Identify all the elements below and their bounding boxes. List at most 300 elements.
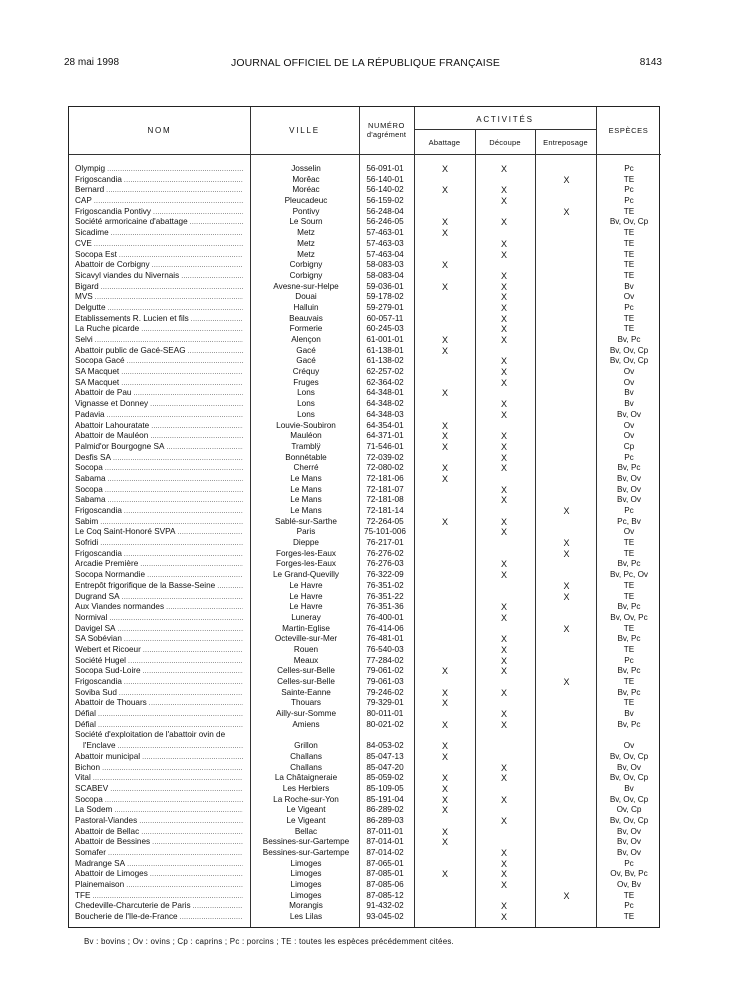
cell-ville: Limoges: [290, 869, 322, 879]
cell-entreposage: X: [563, 506, 570, 516]
cell-numero: 87-085-12: [366, 890, 404, 900]
cell-nom-text: Frigoscandia: [75, 548, 122, 558]
cell-ville: Gacé: [296, 356, 316, 366]
cell-especes: Bv: [624, 709, 634, 719]
cell-nom-text: Dugrand SA: [75, 591, 120, 601]
cell-decoupe: X: [500, 302, 507, 313]
cell-numero: 72-039-02: [366, 452, 404, 462]
cell-nom-text: Sabama: [75, 495, 106, 505]
cell-nom-text: Normival: [75, 612, 108, 622]
cell-numero: 62-257-02: [366, 367, 404, 377]
cell-decoupe: X: [500, 815, 507, 826]
cell-numero: 58-083-03: [366, 260, 404, 270]
cell-numero: 64-348-01: [366, 388, 404, 398]
cell-numero: 76-351-36: [366, 602, 404, 612]
table-row: [69, 688, 661, 699]
cell-ville: Le Grand-Quevilly: [273, 570, 339, 580]
cell-nom-text: Abattoir de Thouars: [75, 698, 147, 708]
cell-especes: Bv, Ov, Cp: [609, 794, 649, 804]
cell-especes: Bv, Ov: [617, 762, 641, 772]
cell-entreposage: X: [563, 677, 570, 687]
cell-nom-text: Chedeville-Charcuterie de Paris: [75, 901, 191, 911]
cell-especes: Pc: [624, 164, 634, 173]
cell-nom: Société d'exploitation de l'abattoir ovin de: [75, 730, 226, 740]
cell-decoupe: X: [500, 869, 507, 880]
cell-numero: 75-101-006: [364, 527, 406, 537]
table-row: [69, 175, 661, 186]
table-row: [69, 314, 661, 325]
cell-ville: Thouars: [290, 698, 322, 708]
cell-numero: 72-181-07: [366, 484, 404, 494]
cell-nom-text: Palmid'or Bourgogne SA: [75, 441, 165, 451]
table-row: [69, 517, 661, 528]
table-row: [69, 196, 661, 207]
cell-nom-text: CAP: [75, 196, 92, 206]
cell-especes: TE: [623, 698, 635, 708]
cell-ville: Louvie-Soubiron: [276, 420, 336, 430]
cell-decoupe: X: [500, 880, 507, 891]
cell-nom-text: Abattoir de Bessines: [75, 837, 151, 847]
cell-abattage: X: [441, 473, 448, 484]
cell-decoupe: X: [500, 848, 507, 859]
cell-numero: 56-140-01: [366, 174, 404, 184]
cell-decoupe: X: [500, 912, 507, 923]
cell-ville: Metz: [297, 249, 315, 259]
cell-numero: 84-053-02: [366, 741, 404, 751]
cell-especes: Pc: [624, 858, 634, 868]
cell-numero: 76-276-02: [366, 548, 404, 558]
cell-especes: Bv, Pc: [617, 634, 641, 644]
cell-numero: 72-181-08: [366, 495, 404, 505]
cell-numero: 71-546-01: [366, 441, 404, 451]
cell-nom-text: Défial: [75, 719, 96, 729]
cell-nom-text: Abattoir de Mauléon: [75, 431, 149, 441]
table-row: [69, 207, 661, 218]
cell-numero: 87-011-01: [366, 826, 404, 836]
cell-nom-text: Frigoscandia: [75, 677, 122, 686]
cell-abattage: X: [441, 388, 448, 399]
cell-nom-text: Frigoscandia: [75, 506, 122, 515]
table-row: [69, 453, 661, 464]
cell-decoupe: X: [500, 356, 507, 367]
cell-ville: Tramblÿ: [291, 441, 321, 451]
cell-ville: Paris: [296, 527, 316, 537]
cell-numero: 72-181-06: [366, 473, 404, 483]
divider: [69, 154, 661, 155]
cell-especes: TE: [623, 249, 635, 259]
cell-abattage: X: [441, 431, 448, 442]
cell-numero: 56-248-04: [366, 206, 404, 216]
cell-numero: 77-284-02: [366, 655, 404, 665]
cell-decoupe: X: [500, 762, 507, 773]
cell-ville: Lons: [297, 388, 315, 398]
table-row: [69, 901, 661, 912]
table-row: [69, 356, 661, 367]
column-header-abattage: Abattage: [428, 138, 461, 147]
cell-numero: 62-364-02: [366, 377, 404, 387]
cell-decoupe: X: [500, 901, 507, 912]
cell-numero: 76-351-22: [366, 591, 404, 601]
table-row: [69, 388, 661, 399]
column-header-entreposage: Entreposage: [543, 138, 588, 147]
cell-decoupe: X: [500, 666, 507, 677]
cell-abattage: X: [441, 281, 448, 292]
cell-decoupe: X: [500, 292, 507, 303]
cell-especes: Bv, Ov, Cp: [609, 773, 649, 783]
cell-abattage: X: [441, 773, 448, 784]
column-header-numero-sub: d'agrément: [366, 130, 407, 139]
cell-abattage: X: [441, 741, 448, 752]
header-date: 28 mai 1998: [64, 57, 120, 68]
cell-nom-text: Socopa Est: [75, 249, 117, 259]
cell-decoupe: X: [500, 794, 507, 805]
divider: [414, 129, 596, 130]
cell-numero: 93-045-02: [366, 912, 404, 922]
cell-ville: Le Sourn: [289, 217, 323, 227]
table-row: [69, 260, 661, 271]
cell-numero: 76-276-03: [366, 559, 404, 569]
cell-decoupe: X: [500, 249, 507, 260]
cell-ville: Morangis: [289, 901, 323, 911]
cell-abattage: X: [441, 751, 448, 762]
cell-numero: 87-014-02: [366, 848, 404, 858]
cell-numero: 79-061-02: [366, 666, 404, 676]
cell-nom-text: SCABEV: [75, 783, 109, 793]
column-header-decoupe: Découpe: [489, 138, 521, 147]
cell-ville: Halluin: [293, 302, 319, 312]
cell-decoupe: X: [500, 441, 507, 452]
cell-nom-text: Davigel SA: [75, 623, 116, 633]
cell-numero: 79-246-02: [366, 687, 404, 697]
table-row: [69, 837, 661, 848]
cell-especes: Pc: [624, 655, 634, 665]
cell-decoupe: X: [500, 164, 507, 174]
cell-ville: Celles-sur-Belle: [277, 677, 335, 686]
cell-entreposage: X: [563, 623, 570, 634]
cell-nom-text: Sabama: [75, 473, 106, 483]
column-header-nom: NOM: [147, 126, 172, 135]
cell-numero: 64-348-02: [366, 399, 404, 409]
column-header-activites: ACTIVITÉS: [476, 115, 534, 124]
cell-especes: Ov: [623, 367, 635, 377]
cell-especes: Pc: [624, 901, 634, 911]
column-header-numero: NUMÉRO: [368, 121, 405, 130]
cell-ville: Alençon: [291, 335, 321, 344]
cell-nom-text: Frigoscandia: [75, 174, 122, 184]
cell-especes: Bv, Pc: [617, 335, 641, 344]
cell-decoupe: X: [500, 634, 507, 645]
cell-ville: Bonnétable: [285, 452, 327, 462]
cell-nom-text: Vignasse et Donney: [75, 399, 149, 409]
cell-especes: Ov: [623, 431, 635, 441]
table-row: [69, 752, 661, 763]
cell-ville: Rouen: [293, 644, 319, 654]
column-header-especes: ESPÈCES: [608, 126, 649, 135]
cell-numero: 60-057-11: [366, 313, 404, 323]
cell-abattage: X: [441, 345, 448, 356]
table-row: [69, 485, 661, 496]
cell-decoupe: X: [500, 858, 507, 869]
cell-ville: Les Herbiers: [282, 783, 330, 793]
table-row: [69, 399, 661, 410]
cell-numero: 85-191-04: [366, 794, 404, 804]
cell-numero: 85-059-02: [366, 773, 404, 783]
cell-decoupe: X: [500, 270, 507, 281]
cell-numero: 61-138-01: [366, 345, 404, 355]
cell-ville: Les Lilas: [289, 912, 323, 922]
cell-especes: TE: [623, 538, 635, 548]
cell-ville: Dieppe: [293, 538, 319, 548]
cell-nom-text: Sabim: [75, 516, 99, 526]
page-number: 8143: [639, 57, 662, 68]
cell-especes: Bv, Ov: [617, 848, 641, 858]
cell-especes: Bv: [624, 783, 634, 793]
table-row: [69, 848, 661, 859]
cell-nom-text: Abattoir Lahouratate: [75, 420, 150, 430]
cell-especes: TE: [623, 206, 635, 216]
cell-especes: TE: [623, 238, 635, 248]
table-row: [69, 164, 661, 175]
cell-nom-text: Padavia: [75, 409, 105, 419]
cell-nom-text: Socopa: [75, 794, 103, 804]
cell-numero: 60-245-03: [366, 324, 404, 334]
cell-nom-text: Abattoir de Corbigny: [75, 260, 150, 270]
cell-ville: Lons: [297, 399, 315, 409]
cell-nom-text: Sicavyl viandes du Nivernais: [75, 270, 180, 280]
table-row: [69, 912, 661, 923]
cell-especes: TE: [623, 313, 635, 323]
cell-ville: Formerie: [289, 324, 323, 334]
cell-nom-text: Frigoscandia Pontivy: [75, 206, 151, 216]
cell-ville: Metz: [297, 228, 315, 238]
cell-especes: Bv, Pc: [617, 559, 641, 569]
table-row: [69, 474, 661, 485]
cell-nom-text: Olympig: [75, 164, 106, 173]
cell-especes: Cp: [623, 441, 635, 451]
cell-especes: Bv: [624, 281, 634, 291]
cell-nom-text: Abattoir de Bellac: [75, 826, 140, 836]
cell-especes: TE: [623, 912, 635, 922]
cell-especes: Ov: [623, 741, 635, 751]
cell-nom-text: Défial: [75, 709, 96, 719]
cell-numero: 85-047-20: [366, 762, 404, 772]
table-row: [69, 666, 661, 677]
cell-especes: Pc: [624, 452, 634, 462]
cell-ville: Octeville-sur-Mer: [274, 634, 338, 644]
cell-especes: Bv, Pc: [617, 687, 641, 697]
cell-numero: 76-322-09: [366, 570, 404, 580]
cell-especes: Bv, Ov, Cp: [609, 751, 649, 761]
cell-ville: Bessines-sur-Gartempe: [262, 837, 350, 847]
cell-numero: 72-080-02: [366, 463, 404, 473]
cell-numero: 64-371-01: [366, 431, 404, 441]
cell-decoupe: X: [500, 527, 507, 538]
cell-especes: TE: [623, 677, 635, 686]
cell-especes: Pc: [624, 196, 634, 206]
cell-nom-text: Socopa Normandie: [75, 570, 146, 580]
cell-ville: Challans: [290, 762, 322, 772]
cell-decoupe: X: [500, 399, 507, 410]
cell-especes: TE: [623, 174, 635, 184]
cell-numero: 56-091-01: [366, 164, 404, 173]
cell-numero: 80-021-02: [366, 719, 404, 729]
cell-especes: Ov: [623, 377, 635, 387]
cell-numero: 76-217-01: [366, 538, 404, 548]
cell-decoupe: X: [500, 463, 507, 474]
table-row: [69, 559, 661, 570]
table-row: [69, 549, 661, 560]
cell-numero: 61-138-02: [366, 356, 404, 366]
cell-ville: Le Mans: [290, 506, 322, 515]
table-row: [69, 859, 661, 870]
cell-decoupe: X: [500, 196, 507, 207]
cell-decoupe: X: [500, 773, 507, 784]
cell-especes: Pc: [624, 185, 634, 195]
cell-decoupe: X: [500, 484, 507, 495]
cell-especes: TE: [623, 644, 635, 654]
cell-especes: TE: [623, 591, 635, 601]
cell-nom-text: TFE: [75, 890, 91, 900]
table-row: [69, 292, 661, 303]
cell-ville: Le Havre: [289, 602, 323, 612]
cell-especes: Bv, Ov: [617, 837, 641, 847]
cell-nom-text: Abattoir municipal: [75, 751, 141, 761]
cell-numero: 91-432-02: [366, 901, 404, 911]
cell-ville: Douai: [295, 292, 317, 302]
cell-numero: 87-085-06: [366, 880, 404, 890]
cell-ville: Forges-les-Eaux: [275, 548, 337, 558]
cell-especes: Bv, Ov, Cp: [609, 345, 649, 355]
cell-abattage: X: [441, 260, 448, 271]
cell-ville: Corbigny: [289, 270, 323, 280]
table-row: [69, 763, 661, 774]
cell-numero: 56-159-02: [366, 196, 404, 206]
cell-decoupe: X: [500, 281, 507, 292]
cell-numero: 76-351-02: [366, 580, 404, 590]
table-row: [69, 217, 661, 228]
cell-decoupe: X: [500, 431, 507, 442]
cell-decoupe: X: [500, 709, 507, 720]
cell-especes: TE: [623, 324, 635, 334]
cell-nom-text: Abattoir de Limoges: [75, 869, 148, 879]
cell-especes: Pc: [624, 302, 634, 312]
cell-nom-text: Somafer: [75, 848, 106, 858]
cell-ville: Sablé-sur-Sarthe: [275, 516, 337, 526]
table-body: [69, 164, 661, 923]
cell-ville: Bellac: [294, 826, 318, 836]
cell-ville: Bessines-sur-Gartempe: [262, 848, 350, 858]
cell-abattage: X: [441, 516, 448, 527]
cell-decoupe: X: [500, 570, 507, 581]
cell-nom-text: Delgutte: [75, 302, 106, 312]
cell-especes: Bv, Ov, Pc: [610, 612, 648, 622]
cell-especes: Ov: [623, 527, 635, 537]
cell-especes: Pc: [624, 506, 634, 515]
cell-decoupe: X: [500, 719, 507, 730]
cell-especes: Bv, Pc: [617, 666, 641, 676]
cell-nom-text: SA Macquet: [75, 377, 120, 387]
cell-ville: Luneray: [291, 612, 321, 622]
cell-ville: Créquy: [292, 367, 320, 377]
table-row: [69, 891, 661, 902]
cell-especes: Bv, Pc: [617, 719, 641, 729]
cell-nom-text: Société armoricaine d'abattage: [75, 217, 188, 227]
cell-entreposage: X: [563, 174, 570, 185]
cell-decoupe: X: [500, 313, 507, 324]
cell-nom-text: Boucherie de l'Ile-de-France: [75, 912, 178, 922]
cell-ville: Challans: [290, 751, 322, 761]
table-row: [69, 421, 661, 432]
table-row: [69, 570, 661, 581]
cell-nom-text: Aux Viandes normandes: [75, 602, 165, 612]
cell-ville: Meaux: [293, 655, 319, 665]
cell-nom-text: Arcadie Première: [75, 559, 139, 569]
cell-ville: Le Mans: [290, 495, 322, 505]
cell-especes: Bv, Ov, Cp: [609, 356, 649, 366]
cell-ville: Lons: [297, 409, 315, 419]
cell-numero: 72-264-05: [366, 516, 404, 526]
cell-especes: Ov: [623, 420, 635, 430]
cell-ville: Fruges: [293, 377, 319, 387]
cell-nom-text: Sofridi: [75, 538, 99, 548]
cell-ville: Gacé: [296, 345, 316, 355]
cell-entreposage: X: [563, 206, 570, 217]
cell-ville: Josselin: [291, 164, 321, 173]
cell-decoupe: X: [500, 612, 507, 623]
cell-abattage: X: [441, 335, 448, 345]
cell-especes: Bv, Pc: [617, 463, 641, 473]
cell-abattage: X: [441, 217, 448, 228]
cell-nom-text: Société Hugel: [75, 655, 126, 665]
cell-entreposage: X: [563, 580, 570, 591]
cell-especes: TE: [623, 270, 635, 280]
cell-numero: 64-348-03: [366, 409, 404, 419]
table-row: [69, 185, 661, 196]
cell-ville: Beauvais: [289, 313, 323, 323]
cell-abattage: X: [441, 698, 448, 709]
cell-abattage: X: [441, 805, 448, 816]
table-row: [69, 720, 661, 731]
table-row: [69, 698, 661, 709]
cell-decoupe: X: [500, 217, 507, 228]
table-row: [69, 346, 661, 357]
cell-especes: TE: [623, 260, 635, 270]
cell-especes: Bv, Ov: [617, 409, 641, 419]
cell-ville: Metz: [297, 238, 315, 248]
cell-ville: Amiens: [292, 719, 320, 729]
cell-nom-text: Entrepôt frigorifique de la Basse-Seine: [75, 580, 216, 590]
cell-numero: 56-140-02: [366, 185, 404, 195]
cell-numero: 76-540-03: [366, 644, 404, 654]
table-row: [69, 869, 661, 880]
cell-especes: Bv, Ov: [617, 826, 641, 836]
cell-numero: 56-246-05: [366, 217, 404, 227]
table-row: [69, 880, 661, 891]
cell-numero: 86-289-03: [366, 815, 404, 825]
cell-decoupe: X: [500, 377, 507, 388]
cell-especes: Ov, Cp: [616, 805, 642, 815]
cell-decoupe: X: [500, 559, 507, 570]
cell-numero: 59-036-01: [366, 281, 404, 291]
cell-especes: Bv, Ov: [617, 473, 641, 483]
cell-abattage: X: [441, 794, 448, 805]
cell-ville: Martin-Eglise: [282, 623, 330, 633]
table-row: [69, 463, 661, 474]
table-row: [69, 816, 661, 827]
cell-especes: Bv, Pc, Ov: [609, 570, 649, 580]
cell-nom-text: Socopa: [75, 463, 103, 473]
cell-decoupe: X: [500, 335, 507, 345]
